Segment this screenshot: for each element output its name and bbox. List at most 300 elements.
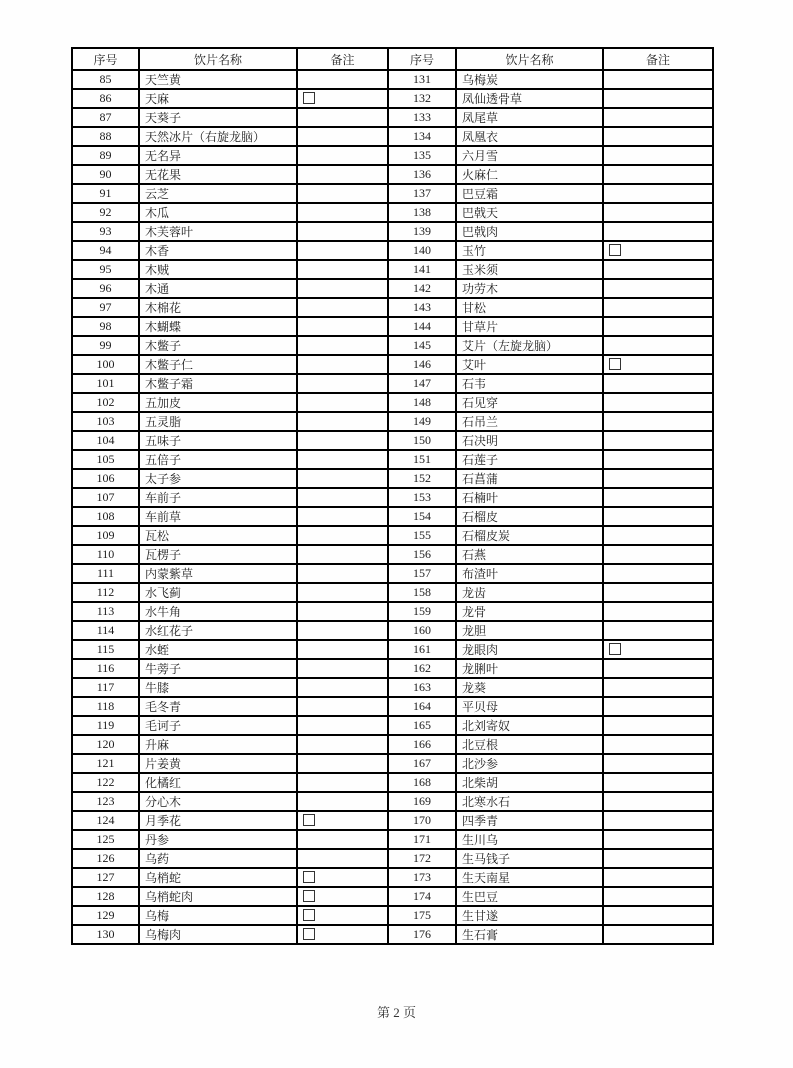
remark-cell-right	[603, 735, 713, 754]
remark-cell-left	[297, 678, 388, 697]
remark-cell-left	[297, 640, 388, 659]
seq-cell-right: 140	[388, 241, 456, 260]
remark-cell-right	[603, 146, 713, 165]
name-cell-left: 五灵脂	[139, 412, 297, 431]
name-cell-right: 石吊兰	[456, 412, 603, 431]
table-row	[72, 241, 713, 260]
seq-cell-left: 102	[72, 393, 139, 412]
header-row	[72, 48, 713, 70]
name-cell-left: 天然冰片（右旋龙脑）	[139, 127, 297, 146]
table-row	[72, 754, 713, 773]
name-cell-left: 木瓜	[139, 203, 297, 222]
name-cell-right: 生石膏	[456, 925, 603, 944]
table-row	[72, 773, 713, 792]
remark-cell-right	[603, 545, 713, 564]
remark-cell-right	[603, 526, 713, 545]
table-row	[72, 621, 713, 640]
name-cell-left: 乌药	[139, 849, 297, 868]
remark-cell-right	[603, 716, 713, 735]
table-row	[72, 184, 713, 203]
name-cell-right: 平贝母	[456, 697, 603, 716]
remark-cell-left	[297, 545, 388, 564]
remark-cell-right	[603, 374, 713, 393]
seq-cell-left: 109	[72, 526, 139, 545]
seq-cell-left: 91	[72, 184, 139, 203]
remark-cell-right	[603, 450, 713, 469]
page-number: 第 2 页	[376, 1005, 416, 1020]
seq-cell-left: 122	[72, 773, 139, 792]
name-cell-left: 无花果	[139, 165, 297, 184]
remark-cell-right	[603, 355, 713, 374]
name-cell-right: 石菖蒲	[456, 469, 603, 488]
table-row	[72, 830, 713, 849]
remark-cell-left	[297, 298, 388, 317]
seq-cell-right: 158	[388, 583, 456, 602]
seq-cell-right: 161	[388, 640, 456, 659]
name-cell-right: 六月雪	[456, 146, 603, 165]
table-row	[72, 507, 713, 526]
seq-cell-left: 93	[72, 222, 139, 241]
name-cell-right: 生川乌	[456, 830, 603, 849]
remark-cell-right	[603, 279, 713, 298]
name-cell-left: 天麻	[139, 89, 297, 108]
name-cell-right: 四季青	[456, 811, 603, 830]
remark-cell-right	[603, 165, 713, 184]
remark-cell-left	[297, 583, 388, 602]
name-cell-right: 石决明	[456, 431, 603, 450]
remark-cell-left	[297, 127, 388, 146]
name-cell-right: 乌梅炭	[456, 70, 603, 89]
seq-cell-left: 104	[72, 431, 139, 450]
name-cell-left: 水飞蓟	[139, 583, 297, 602]
remark-cell-left	[297, 165, 388, 184]
remark-cell-left	[297, 222, 388, 241]
remark-cell-left	[297, 735, 388, 754]
seq-cell-left: 94	[72, 241, 139, 260]
remark-cell-left	[297, 906, 388, 925]
medicine-list-table	[71, 47, 714, 945]
seq-cell-left: 99	[72, 336, 139, 355]
seq-cell-left: 110	[72, 545, 139, 564]
checkbox-icon	[303, 928, 315, 940]
seq-cell-right: 142	[388, 279, 456, 298]
name-cell-left: 内蒙紫草	[139, 564, 297, 583]
name-cell-left: 片姜黄	[139, 754, 297, 773]
remark-cell-right	[603, 89, 713, 108]
name-cell-right: 玉竹	[456, 241, 603, 260]
seq-cell-right: 144	[388, 317, 456, 336]
table-row	[72, 450, 713, 469]
seq-cell-left: 127	[72, 868, 139, 887]
header-name-left: 饮片名称	[139, 48, 297, 70]
table-row	[72, 678, 713, 697]
seq-cell-left: 126	[72, 849, 139, 868]
seq-cell-left: 123	[72, 792, 139, 811]
remark-cell-left	[297, 716, 388, 735]
seq-cell-right: 159	[388, 602, 456, 621]
name-cell-right: 巴豆霜	[456, 184, 603, 203]
name-cell-left: 云芝	[139, 184, 297, 203]
name-cell-left: 五倍子	[139, 450, 297, 469]
seq-cell-left: 100	[72, 355, 139, 374]
remark-cell-left	[297, 488, 388, 507]
table-row	[72, 583, 713, 602]
name-cell-right: 石楠叶	[456, 488, 603, 507]
remark-cell-right	[603, 564, 713, 583]
name-cell-right: 石莲子	[456, 450, 603, 469]
name-cell-left: 五味子	[139, 431, 297, 450]
remark-cell-right	[603, 70, 713, 89]
remark-cell-right	[603, 412, 713, 431]
name-cell-left: 水牛角	[139, 602, 297, 621]
name-cell-left: 木香	[139, 241, 297, 260]
remark-cell-right	[603, 203, 713, 222]
name-cell-right: 生巴豆	[456, 887, 603, 906]
remark-cell-right	[603, 583, 713, 602]
remark-cell-right	[603, 621, 713, 640]
checkbox-icon	[303, 92, 315, 104]
seq-cell-right: 137	[388, 184, 456, 203]
table-row	[72, 336, 713, 355]
remark-cell-left	[297, 526, 388, 545]
table-row	[72, 412, 713, 431]
name-cell-left: 瓦松	[139, 526, 297, 545]
seq-cell-left: 108	[72, 507, 139, 526]
name-cell-left: 乌梢蛇	[139, 868, 297, 887]
name-cell-left: 木芙蓉叶	[139, 222, 297, 241]
name-cell-left: 化橘红	[139, 773, 297, 792]
remark-cell-left	[297, 507, 388, 526]
name-cell-left: 天竺黄	[139, 70, 297, 89]
table-row	[72, 165, 713, 184]
name-cell-left: 木鳖子仁	[139, 355, 297, 374]
seq-cell-right: 173	[388, 868, 456, 887]
table-row	[72, 222, 713, 241]
name-cell-left: 车前草	[139, 507, 297, 526]
seq-cell-right: 171	[388, 830, 456, 849]
seq-cell-right: 172	[388, 849, 456, 868]
seq-cell-left: 106	[72, 469, 139, 488]
header-seq-right: 序号	[388, 48, 456, 70]
seq-cell-right: 168	[388, 773, 456, 792]
checkbox-icon	[609, 643, 621, 655]
seq-cell-right: 169	[388, 792, 456, 811]
seq-cell-left: 117	[72, 678, 139, 697]
seq-cell-right: 164	[388, 697, 456, 716]
remark-cell-right	[603, 602, 713, 621]
seq-cell-left: 114	[72, 621, 139, 640]
remark-cell-right	[603, 336, 713, 355]
remark-cell-left	[297, 393, 388, 412]
remark-cell-left	[297, 108, 388, 127]
remark-cell-left	[297, 621, 388, 640]
seq-cell-right: 151	[388, 450, 456, 469]
remark-cell-left	[297, 925, 388, 944]
remark-cell-left	[297, 868, 388, 887]
name-cell-right: 生甘遂	[456, 906, 603, 925]
name-cell-right: 石韦	[456, 374, 603, 393]
name-cell-left: 五加皮	[139, 393, 297, 412]
table-row	[72, 849, 713, 868]
name-cell-right: 北沙参	[456, 754, 603, 773]
seq-cell-left: 125	[72, 830, 139, 849]
name-cell-right: 石榴皮	[456, 507, 603, 526]
table-row	[72, 317, 713, 336]
remark-cell-right	[603, 431, 713, 450]
remark-cell-left	[297, 70, 388, 89]
seq-cell-left: 116	[72, 659, 139, 678]
name-cell-right: 玉米须	[456, 260, 603, 279]
name-cell-right: 龙葵	[456, 678, 603, 697]
remark-cell-left	[297, 754, 388, 773]
seq-cell-right: 165	[388, 716, 456, 735]
table-row	[72, 640, 713, 659]
name-cell-right: 龙齿	[456, 583, 603, 602]
seq-cell-left: 96	[72, 279, 139, 298]
name-cell-left: 升麻	[139, 735, 297, 754]
remark-cell-right	[603, 393, 713, 412]
seq-cell-left: 118	[72, 697, 139, 716]
remark-cell-right	[603, 488, 713, 507]
seq-cell-right: 145	[388, 336, 456, 355]
table-row	[72, 735, 713, 754]
remark-cell-left	[297, 203, 388, 222]
seq-cell-left: 88	[72, 127, 139, 146]
table-row	[72, 374, 713, 393]
remark-cell-right	[603, 678, 713, 697]
seq-cell-left: 87	[72, 108, 139, 127]
seq-cell-left: 101	[72, 374, 139, 393]
remark-cell-left	[297, 602, 388, 621]
table-row	[72, 545, 713, 564]
seq-cell-right: 153	[388, 488, 456, 507]
remark-cell-left	[297, 241, 388, 260]
table-row	[72, 70, 713, 89]
name-cell-left: 车前子	[139, 488, 297, 507]
remark-cell-left	[297, 830, 388, 849]
name-cell-right: 北刘寄奴	[456, 716, 603, 735]
seq-cell-right: 155	[388, 526, 456, 545]
name-cell-right: 甘松	[456, 298, 603, 317]
checkbox-icon	[303, 814, 315, 826]
table-row	[72, 355, 713, 374]
name-cell-right: 石燕	[456, 545, 603, 564]
name-cell-left: 木鳖子	[139, 336, 297, 355]
remark-cell-left	[297, 849, 388, 868]
table-row	[72, 697, 713, 716]
table-row	[72, 659, 713, 678]
seq-cell-right: 141	[388, 260, 456, 279]
table-row	[72, 906, 713, 925]
name-cell-left: 分心木	[139, 792, 297, 811]
seq-cell-left: 92	[72, 203, 139, 222]
seq-cell-left: 105	[72, 450, 139, 469]
table-row	[72, 526, 713, 545]
remark-cell-right	[603, 925, 713, 944]
remark-cell-left	[297, 564, 388, 583]
seq-cell-left: 103	[72, 412, 139, 431]
table-row	[72, 298, 713, 317]
table-row	[72, 602, 713, 621]
seq-cell-left: 120	[72, 735, 139, 754]
name-cell-left: 天葵子	[139, 108, 297, 127]
seq-cell-right: 163	[388, 678, 456, 697]
name-cell-right: 北豆根	[456, 735, 603, 754]
name-cell-left: 月季花	[139, 811, 297, 830]
name-cell-right: 石见穿	[456, 393, 603, 412]
seq-cell-left: 97	[72, 298, 139, 317]
remark-cell-right	[603, 830, 713, 849]
header-seq-left: 序号	[72, 48, 139, 70]
table-row	[72, 108, 713, 127]
remark-cell-right	[603, 507, 713, 526]
remark-cell-right	[603, 260, 713, 279]
remark-cell-left	[297, 431, 388, 450]
remark-cell-left	[297, 184, 388, 203]
seq-cell-right: 139	[388, 222, 456, 241]
checkbox-icon	[303, 909, 315, 921]
name-cell-left: 毛冬青	[139, 697, 297, 716]
seq-cell-right: 149	[388, 412, 456, 431]
remark-cell-right	[603, 108, 713, 127]
seq-cell-right: 133	[388, 108, 456, 127]
name-cell-right: 龙胆	[456, 621, 603, 640]
name-cell-left: 木棉花	[139, 298, 297, 317]
remark-cell-right	[603, 773, 713, 792]
checkbox-icon	[609, 244, 621, 256]
remark-cell-right	[603, 659, 713, 678]
remark-cell-left	[297, 89, 388, 108]
remark-cell-left	[297, 773, 388, 792]
remark-cell-left	[297, 792, 388, 811]
remark-cell-right	[603, 127, 713, 146]
remark-cell-right	[603, 222, 713, 241]
name-cell-left: 无名异	[139, 146, 297, 165]
seq-cell-left: 111	[72, 564, 139, 583]
checkbox-icon	[609, 358, 621, 370]
name-cell-left: 毛诃子	[139, 716, 297, 735]
remark-cell-left	[297, 469, 388, 488]
name-cell-left: 木鳖子霜	[139, 374, 297, 393]
seq-cell-left: 90	[72, 165, 139, 184]
seq-cell-right: 146	[388, 355, 456, 374]
table-row	[72, 564, 713, 583]
remark-cell-right	[603, 868, 713, 887]
name-cell-right: 北柴胡	[456, 773, 603, 792]
remark-cell-right	[603, 792, 713, 811]
seq-cell-left: 115	[72, 640, 139, 659]
remark-cell-right	[603, 241, 713, 260]
name-cell-right: 凤尾草	[456, 108, 603, 127]
seq-cell-left: 95	[72, 260, 139, 279]
remark-cell-right	[603, 754, 713, 773]
remark-cell-right	[603, 887, 713, 906]
table-row	[72, 868, 713, 887]
name-cell-left: 乌梢蛇肉	[139, 887, 297, 906]
seq-cell-right: 157	[388, 564, 456, 583]
name-cell-right: 巴戟天	[456, 203, 603, 222]
table-row	[72, 792, 713, 811]
seq-cell-right: 132	[388, 89, 456, 108]
table-row	[72, 811, 713, 830]
seq-cell-left: 119	[72, 716, 139, 735]
name-cell-left: 乌梅肉	[139, 925, 297, 944]
seq-cell-right: 160	[388, 621, 456, 640]
remark-cell-right	[603, 811, 713, 830]
table-row	[72, 260, 713, 279]
name-cell-left: 木通	[139, 279, 297, 298]
remark-cell-left	[297, 697, 388, 716]
seq-cell-right: 167	[388, 754, 456, 773]
seq-cell-right: 135	[388, 146, 456, 165]
name-cell-left: 水红花子	[139, 621, 297, 640]
table-row	[72, 89, 713, 108]
name-cell-left: 瓦楞子	[139, 545, 297, 564]
remark-cell-right	[603, 906, 713, 925]
seq-cell-left: 121	[72, 754, 139, 773]
seq-cell-right: 170	[388, 811, 456, 830]
seq-cell-left: 86	[72, 89, 139, 108]
seq-cell-right: 174	[388, 887, 456, 906]
table-row	[72, 127, 713, 146]
seq-cell-right: 150	[388, 431, 456, 450]
seq-cell-right: 136	[388, 165, 456, 184]
header-remark-left: 备注	[297, 48, 388, 70]
seq-cell-left: 124	[72, 811, 139, 830]
remark-cell-right	[603, 640, 713, 659]
seq-cell-right: 176	[388, 925, 456, 944]
table-row	[72, 488, 713, 507]
table-row	[72, 393, 713, 412]
remark-cell-left	[297, 317, 388, 336]
remark-cell-left	[297, 336, 388, 355]
remark-cell-left	[297, 659, 388, 678]
remark-cell-left	[297, 450, 388, 469]
name-cell-left: 牛膝	[139, 678, 297, 697]
name-cell-right: 布渣叶	[456, 564, 603, 583]
name-cell-left: 丹参	[139, 830, 297, 849]
remark-cell-left	[297, 355, 388, 374]
seq-cell-right: 166	[388, 735, 456, 754]
table-row	[72, 146, 713, 165]
remark-cell-right	[603, 317, 713, 336]
checkbox-icon	[303, 871, 315, 883]
name-cell-right: 功劳木	[456, 279, 603, 298]
remark-cell-left	[297, 279, 388, 298]
name-cell-right: 凤凰衣	[456, 127, 603, 146]
table-row	[72, 925, 713, 944]
seq-cell-right: 156	[388, 545, 456, 564]
remark-cell-right	[603, 849, 713, 868]
seq-cell-right: 162	[388, 659, 456, 678]
table-row	[72, 279, 713, 298]
seq-cell-right: 131	[388, 70, 456, 89]
table-row	[72, 203, 713, 222]
checkbox-icon	[303, 890, 315, 902]
name-cell-left: 乌梅	[139, 906, 297, 925]
name-cell-right: 甘草片	[456, 317, 603, 336]
remark-cell-left	[297, 412, 388, 431]
name-cell-right: 艾片（左旋龙脑）	[456, 336, 603, 355]
seq-cell-right: 152	[388, 469, 456, 488]
remark-cell-right	[603, 298, 713, 317]
table-body	[72, 70, 713, 944]
table-row	[72, 716, 713, 735]
remark-cell-left	[297, 146, 388, 165]
seq-cell-left: 89	[72, 146, 139, 165]
seq-cell-right: 143	[388, 298, 456, 317]
name-cell-right: 凤仙透骨草	[456, 89, 603, 108]
